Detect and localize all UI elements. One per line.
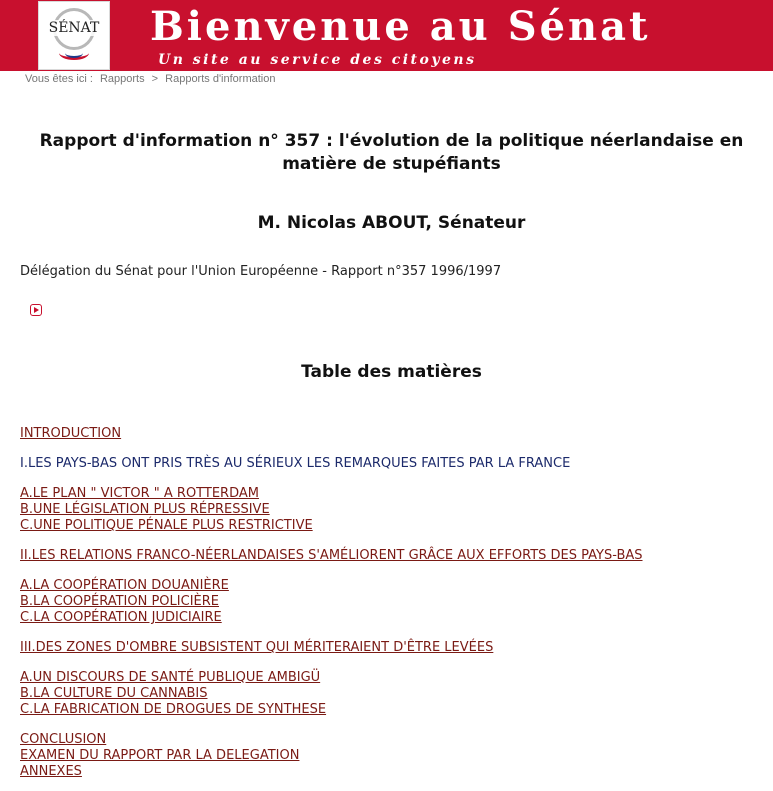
- toc-link-2a[interactable]: A.LA COOPÉRATION DOUANIÈRE: [20, 578, 229, 593]
- toc-link-1b[interactable]: B.UNE LÉGISLATION PLUS RÉPRESSIVE: [20, 502, 270, 517]
- toc-part-1: I.LES PAYS-BAS ONT PRIS TRÈS AU SÉRIEUX LES REMARQUES FAITES PAR LA FRANCE: [20, 456, 571, 471]
- toc-link-3b[interactable]: B.LA CULTURE DU CANNABIS: [20, 686, 208, 701]
- toc-link-2b[interactable]: B.LA COOPÉRATION POLICIÈRE: [20, 594, 219, 609]
- toc-link-annexes[interactable]: ANNEXES: [20, 764, 82, 779]
- breadcrumb-item-rapports[interactable]: Rapports: [99, 73, 145, 85]
- toc-link-1a[interactable]: A.LE PLAN " VICTOR " A ROTTERDAM: [20, 486, 259, 501]
- report-delegation: Délégation du Sénat pour l'Union Européenne - Rapport n°357 1996/1997: [20, 264, 502, 279]
- breadcrumb-separator: >: [151, 73, 159, 85]
- toc-link-conclusion[interactable]: CONCLUSION: [20, 732, 107, 747]
- breadcrumb: [25, 73, 279, 85]
- table-of-contents: [20, 426, 643, 780]
- banner-title: Bienvenue au Sénat: [150, 3, 651, 50]
- breadcrumb-item-rapports-information[interactable]: Rapports d'information: [165, 73, 276, 85]
- toc-link-1c[interactable]: C.UNE POLITIQUE PÉNALE PLUS RESTRICTIVE: [20, 518, 313, 533]
- toc-link-3c[interactable]: C.LA FABRICATION DE DROGUES DE SYNTHESE: [20, 702, 327, 717]
- toc-link-2c[interactable]: C.LA COOPÉRATION JUDICIAIRE: [20, 610, 222, 625]
- toc-link-3a[interactable]: A.UN DISCOURS DE SANTÉ PUBLIQUE AMBIGÜ: [20, 670, 321, 685]
- banner-subtitle: Un site au service des citoyens: [158, 52, 477, 68]
- toc-link-part-3[interactable]: III.DES ZONES D'OMBRE SUBSISTENT QUI MÉRITERAIENT D'ÊTRE LEVÉES: [20, 640, 494, 655]
- report-author: M. Nicolas ABOUT, Sénateur: [257, 213, 526, 233]
- report-title: Rapport d'information n° 357 : l'évolution de la politique néerlandaise en matière de stupéfiants: [39, 131, 744, 174]
- toc-link-examen[interactable]: EXAMEN DU RAPPORT PAR LA DELEGATION: [20, 748, 300, 763]
- toc-link-introduction[interactable]: INTRODUCTION: [20, 426, 122, 441]
- toc-heading: Table des matières: [301, 362, 482, 382]
- site-banner: [0, 0, 773, 71]
- toc-link-part-2[interactable]: II.LES RELATIONS FRANCO-NÉERLANDAISES S'AMÉLIORENT GRÂCE AUX EFFORTS DES PAYS-BAS: [20, 548, 643, 563]
- play-icon[interactable]: [30, 304, 42, 316]
- senat-logo[interactable]: [38, 1, 110, 70]
- logo-text: SÉNAT: [39, 20, 109, 36]
- breadcrumb-prefix: Vous êtes ici :: [25, 73, 93, 85]
- logo-arc-blue-icon: [65, 48, 83, 58]
